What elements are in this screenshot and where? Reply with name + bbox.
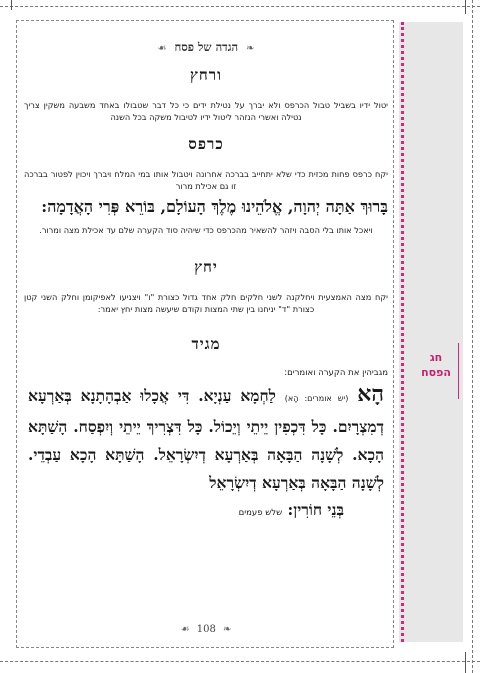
section-title-yachatz: יחץ bbox=[194, 258, 218, 276]
ornament-icon: ☙ bbox=[180, 624, 190, 635]
ha-lachma-closing: בְּנֵי חוֹרִין: bbox=[287, 500, 344, 519]
repeat-note: שלש פעמים bbox=[238, 508, 283, 518]
ha-lachma-body: לַחְמָא עַנְיָא. דִּי אֲכָלוּ אַבְהָתָנָא בְּאַרְעָא דְמִצְרָיִם. כָּל דִּכְפִין יֵיתֵי וְיֵכוֹל. כָּל דִּצְרִיךְ יֵיתֵי וְיִפְסַח. הָשַׁתָּא הָכָא. לְשָׁנָה הַבָּאָה בְּאַרְעָא דְיִשְׂרָאֵל. הָשַׁתָּא הָכָא עַבְדֵי. לְשָׁנָה הַבָּאָה בְּאַרְעָא דְיִשְׂרָאֵל bbox=[28, 386, 384, 492]
crop-mark bbox=[465, 0, 466, 14]
ha-lachma-anya-text bbox=[28, 380, 384, 497]
ha-lachma-closing-line bbox=[24, 497, 344, 526]
karpas-after-instructions: ויאכל אותו בלי הסבה ויזהר להשאיר מהכרפס כדי שיהיה סוד הקערה שלם עד אכילת מצה ומרור. bbox=[39, 225, 373, 235]
crop-mark bbox=[465, 652, 466, 673]
ha-lachma-lead-word: הָא bbox=[357, 381, 384, 407]
tab-label-line2: הפסח bbox=[421, 366, 451, 379]
page-number: 108 bbox=[196, 624, 216, 635]
page-content bbox=[24, 40, 388, 526]
urchatz-instructions: יטול ידיו בשביל טבול הכרפס ולא יברך על נטילת ידים כי כל דבר שטבולו באחד משבעה משקין צריך נטילה ואשרי הנזהר ליטול ידיו לטיבול משקה בכל השנה bbox=[24, 100, 388, 122]
section-tab[interactable] bbox=[410, 350, 462, 394]
karpas-instructions: יקח כרפס פחות מכזית כדי שלא יתחייב בברכה אחרונה ויטבול אותו במי המלח ויברך ויכוין לפטור בברכה זו גם אכילת מרור bbox=[24, 169, 388, 191]
ornament-icon: ☙ bbox=[157, 43, 167, 54]
side-tab-strip bbox=[399, 22, 463, 642]
tab-dotted-rule bbox=[401, 22, 404, 642]
right-cut-line bbox=[472, 0, 473, 673]
section-title-maggid: מגיד bbox=[191, 335, 221, 353]
top-cut-line bbox=[0, 6, 480, 7]
yachatz-instructions: יקח מצה האמצעית ויחלקנה לשני חלקים חלק אחד גדול כצורת "ו" ויצניעו לאפיקומן וחלק השני קטן כצורת "ד" יניחנו בין שתי המצות וקודם שיעשה מצות יחץ יאמר: bbox=[24, 292, 388, 314]
ornament-icon: ❧ bbox=[223, 624, 232, 635]
book-title: הגדה של פסח bbox=[174, 40, 239, 54]
bottom-cut-line bbox=[0, 661, 480, 662]
running-head bbox=[24, 40, 388, 54]
maggid-instruction: מגביהין את הקערה ואומרים: bbox=[284, 368, 388, 378]
tab-label-line1: חג bbox=[429, 351, 443, 364]
ha-lachma-note: (יש אומרים: הָא) bbox=[284, 394, 349, 403]
crop-mark bbox=[11, 0, 12, 10]
ornament-icon: ❧ bbox=[246, 43, 255, 54]
section-title-urchatz: ורחץ bbox=[190, 66, 222, 84]
page-footer bbox=[24, 624, 388, 635]
karpas-blessing: בָּרוּךְ אַתָּה יְהוָה, אֱלֹהֵינוּ מֶלֶךְ הָעוֹלָם, בּוֹרֵא פְּרִי הָאֲדָמָה: bbox=[41, 197, 388, 216]
section-title-karpas: כרפס bbox=[188, 135, 224, 153]
